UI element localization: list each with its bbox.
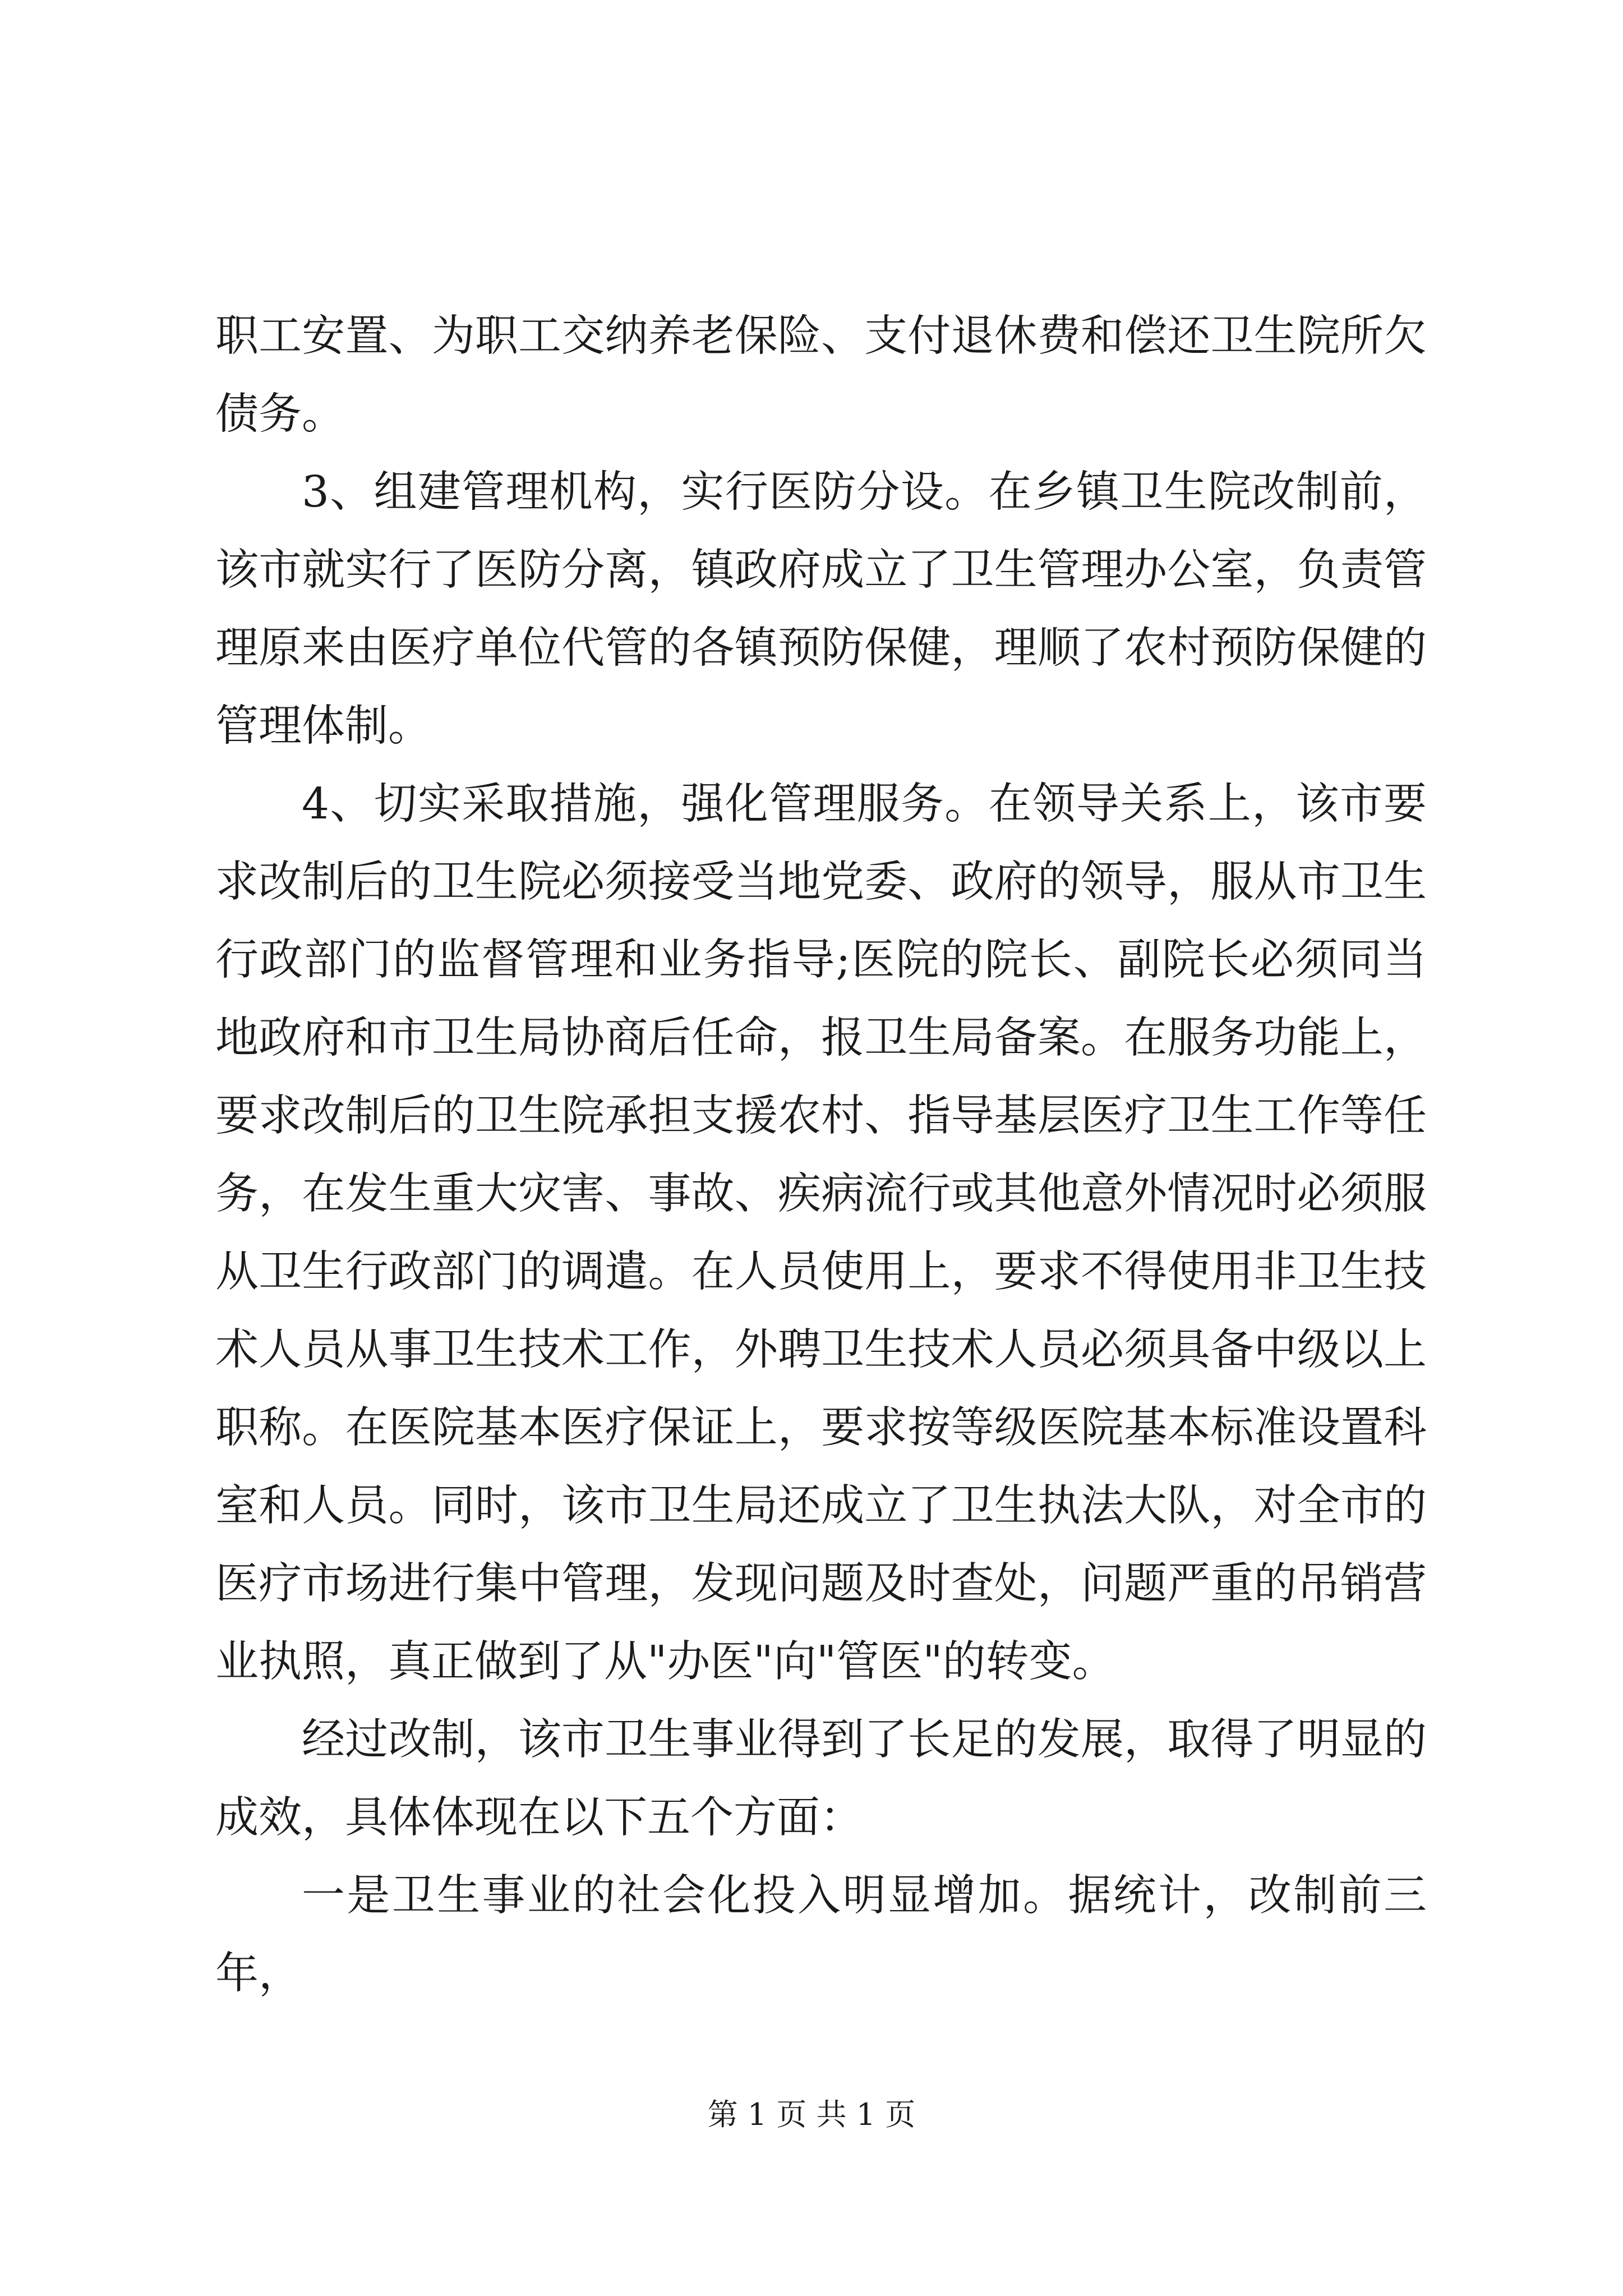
paragraph-1: 职工安置、为职工交纳养老保险、支付退休费和偿还卫生院所欠债务。 (215, 311, 1427, 439)
paragraph-3: 4、切实采取措施，强化管理服务。在领导关系上，该市要求改制后的卫生院必须接受当地党委、政府的领导，服从市卫生行政部门的监督管理和业务指导;医院的院长、副院长必须同当地政府和市卫生局协商后任命，报卫生局备案。在服务功能上，要求改制后的卫生院承担支援农村、指导基层医疗卫生工作等任务，在发生重大灾害、事故、疾病流行或其他意外情况时必须服从卫生行政部门的调遣。在人员使用上，要求不得使用非卫生技术人员从事卫生技术工作，外聘卫生技术人员必须具备中级以上职称。在医院基本医疗保证上，要求按等级医院基本标准设置科室和人员。同时，该市卫生局还成立了卫生执法大队，对全市的医疗市场进行集中管理，发现问题及时查处，问题严重的吊销营业执照，真正做到了从"办医"向"管医"的转变。 (215, 779, 1427, 1687)
page-footer (0, 2095, 1623, 2134)
paragraph-4: 经过改制，该市卫生事业得到了长足的发展，取得了明显的成效，具体体现在以下五个方面： (215, 1715, 1427, 1843)
paragraph-5: 一是卫生事业的社会化投入明显增加。据统计，改制前三年， (215, 1871, 1427, 1999)
paragraph-2: 3、组建管理机构，实行医防分设。在乡镇卫生院改制前，该市就实行了医防分离，镇政府成立了卫生管理办公室，负责管理原来由医疗单位代管的各镇预防保健，理顺了农村预防保健的管理体制。 (215, 467, 1427, 751)
page-number-label: 第 1 页 共 1 页 (707, 2097, 916, 2132)
document-body (215, 297, 1427, 2013)
